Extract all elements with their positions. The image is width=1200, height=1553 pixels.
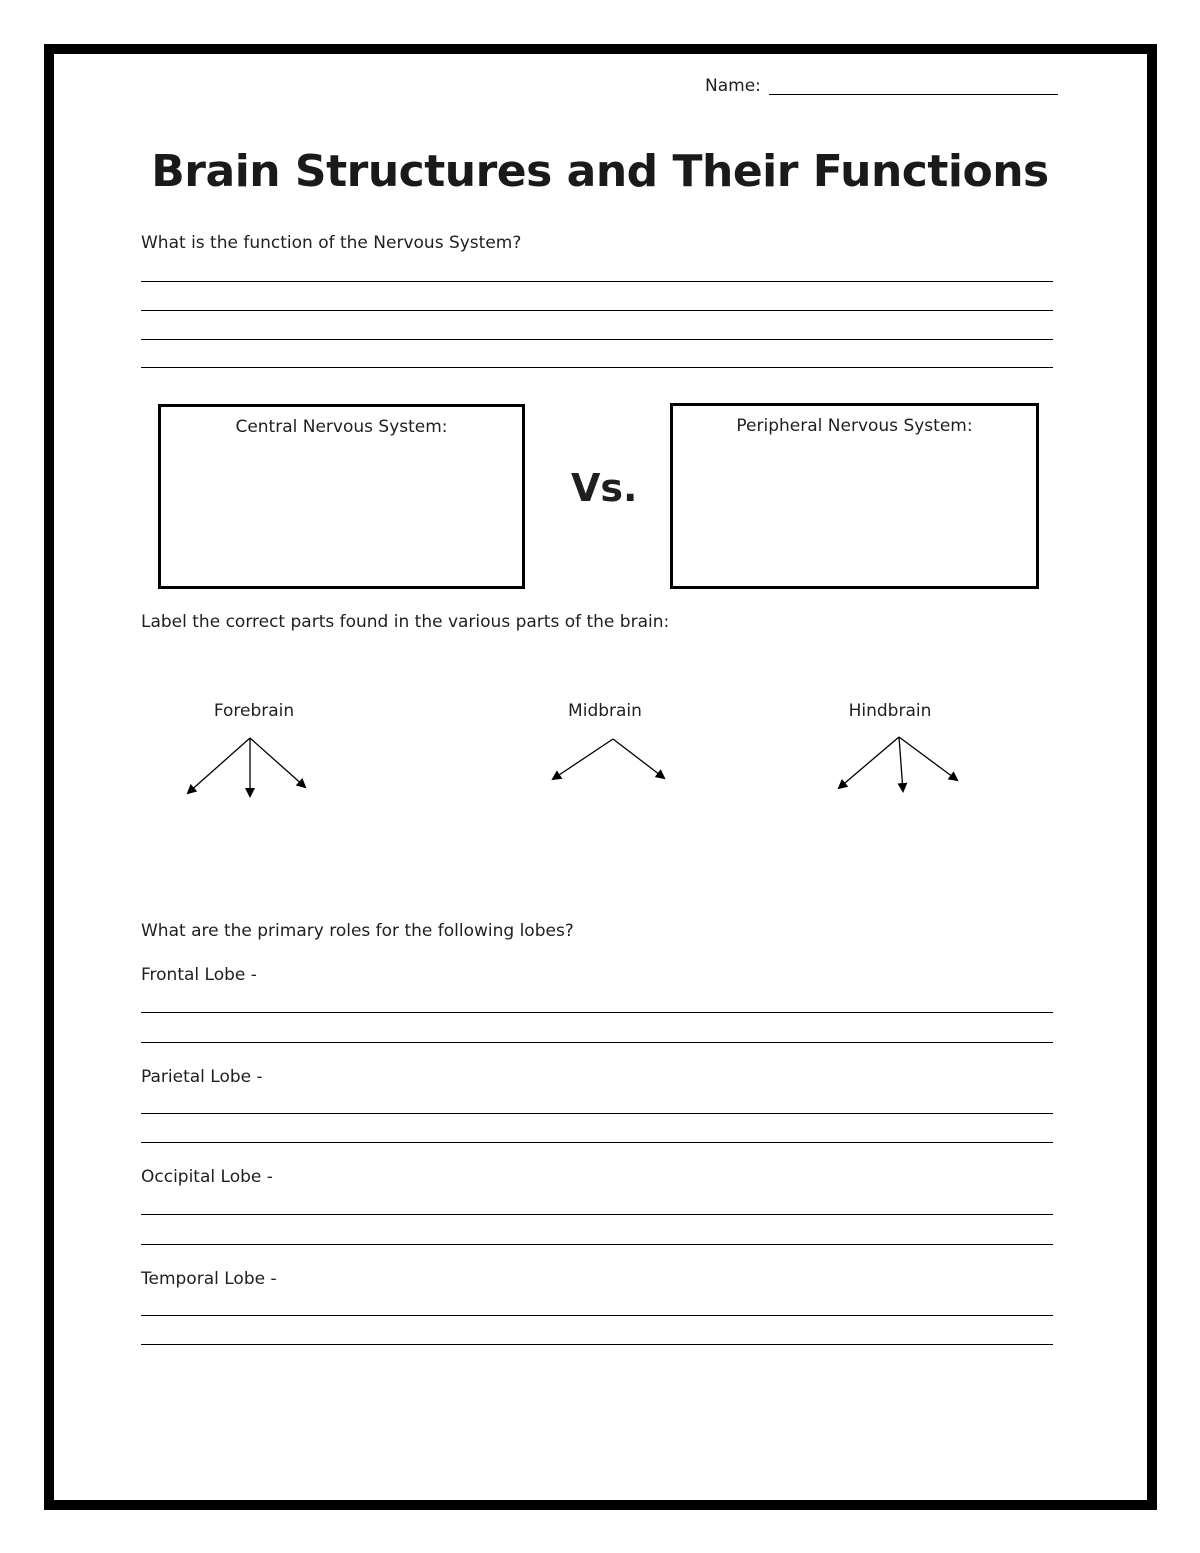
midbrain-arrows (553, 739, 664, 779)
page-title: Brain Structures and Their Functions (151, 146, 1049, 197)
hindbrain-arrows (839, 737, 957, 791)
label-instruction: Label the correct parts found in the various parts of the brain: (141, 612, 670, 632)
hindbrain-arrow-left (839, 737, 899, 788)
occipital-lobe-label: Occipital Lobe - (141, 1167, 273, 1187)
temporal-lobe-answer-line[interactable] (141, 1344, 1053, 1345)
hindbrain-arrow-right (899, 737, 957, 780)
occipital-lobe-answer-line[interactable] (141, 1244, 1053, 1245)
midbrain-label: Midbrain (568, 701, 642, 721)
parietal-lobe-answer-line[interactable] (141, 1113, 1053, 1114)
parietal-lobe-label: Parietal Lobe - (141, 1067, 263, 1087)
frontal-lobe-answer-line[interactable] (141, 1012, 1053, 1013)
occipital-lobe-answer-line[interactable] (141, 1214, 1053, 1215)
hindbrain-label: Hindbrain (848, 701, 932, 721)
name-label: Name: (705, 76, 761, 96)
question-nervous-system: What is the function of the Nervous System? (141, 233, 522, 253)
frontal-lobe-label: Frontal Lobe - (141, 965, 257, 985)
frontal-lobe-answer-line[interactable] (141, 1042, 1053, 1043)
forebrain-label: Forebrain (213, 701, 295, 721)
midbrain-arrow-right (613, 739, 664, 778)
versus-label: Vs. (571, 466, 638, 510)
temporal-lobe-label: Temporal Lobe - (141, 1269, 277, 1289)
forebrain-arrow-right (250, 738, 305, 787)
question-lobes: What are the primary roles for the following lobes? (141, 921, 574, 941)
parietal-lobe-answer-line[interactable] (141, 1142, 1053, 1143)
peripheral-nervous-system-label: Peripheral Nervous System: (736, 416, 973, 436)
hindbrain-arrow-down (899, 737, 903, 791)
forebrain-arrow-left (188, 738, 250, 793)
temporal-lobe-answer-line[interactable] (141, 1315, 1053, 1316)
forebrain-arrows (188, 738, 305, 796)
midbrain-arrow-left (553, 739, 613, 779)
central-nervous-system-label: Central Nervous System: (235, 417, 448, 437)
